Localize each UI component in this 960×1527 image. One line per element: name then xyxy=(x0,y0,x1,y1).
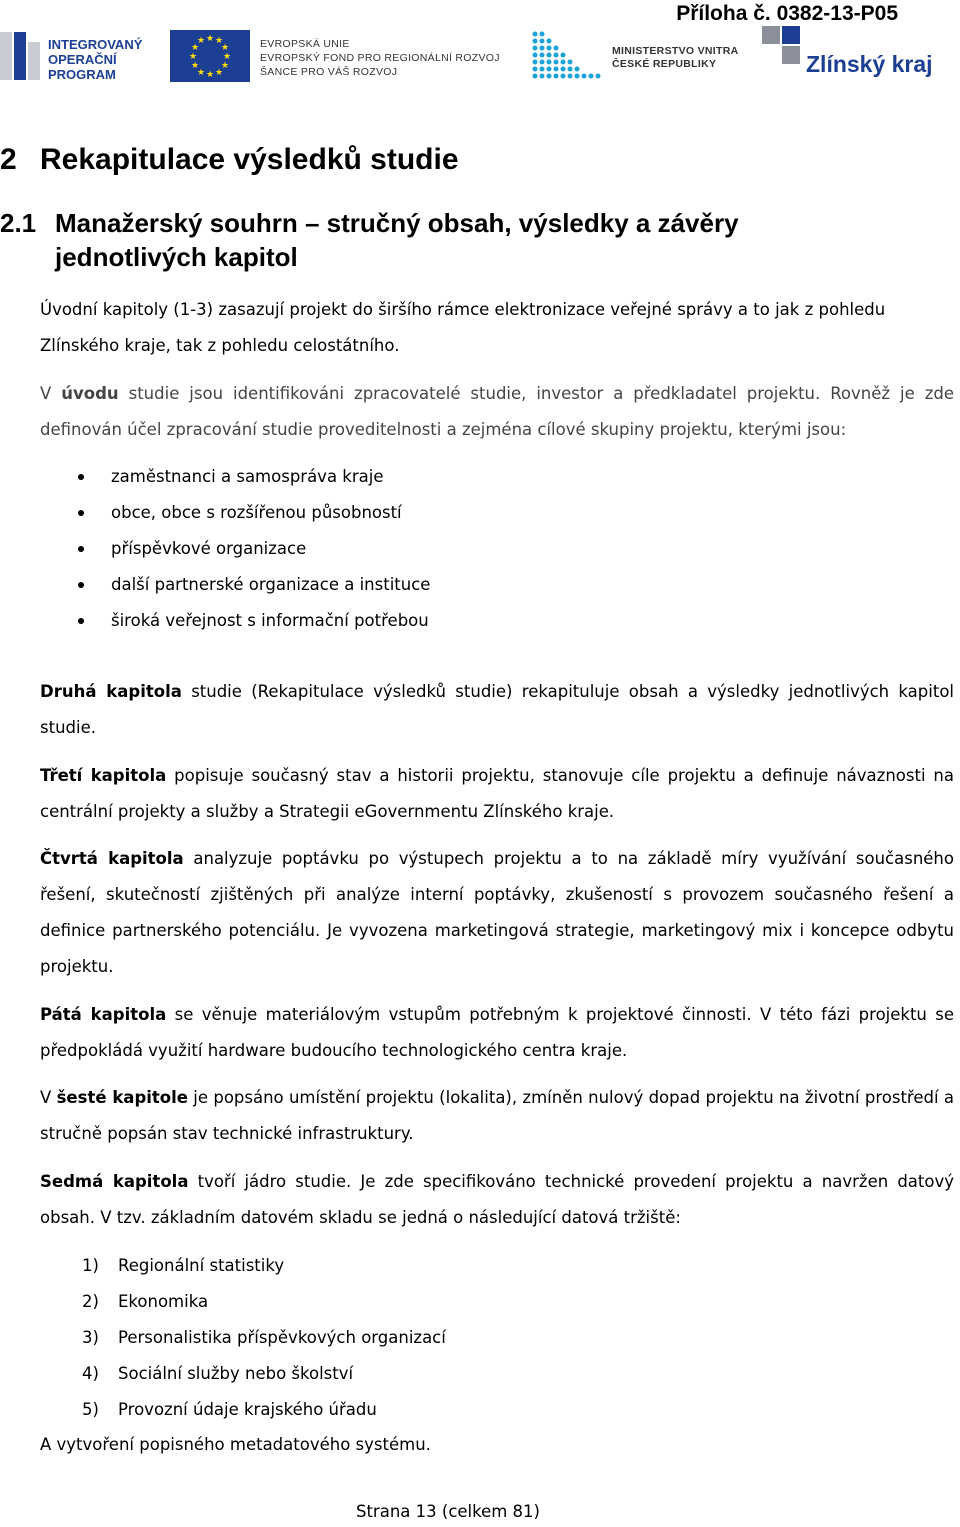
list-item: široká veřejnost s informační potřebou xyxy=(40,603,430,639)
list-item: 1) Regionální statistiky xyxy=(82,1256,285,1275)
iop-line-1: INTEGROVANÝ xyxy=(48,37,143,52)
mvcr-logo-icon xyxy=(533,32,601,79)
annex-label: Příloha č. 0382-13-P05 xyxy=(676,2,898,25)
eu-line-2: EVROPSKÝ FOND PRO REGIONÁLNÍ ROZVOJ xyxy=(260,52,500,64)
chapter-3-paragraph: Třetí kapitola popisuje současný stav a historii projektu, stanovuje cíle projektu a definuje návaznosti na centrální projekty a služby a Strategii eGovernmentu Zlínského kraje. xyxy=(40,766,954,821)
iop-line-3: PROGRAM xyxy=(48,67,116,82)
svg-text:★: ★ xyxy=(220,43,230,53)
closing-paragraph: A vytvoření popisného metadatového systému. xyxy=(40,1435,431,1454)
mvcr-line-2: ČESKÉ REPUBLIKY xyxy=(612,58,717,70)
list-item: 2) Ekonomika xyxy=(82,1292,209,1311)
uvod-paragraph: V úvodu studie jsou identifikováni zpracovatelé studie, investor a předkladatel projektu. Rovněž je zde definován účel zpracování studie proveditelnosti a zejména cílové skupiny projektu, kterými jsou: xyxy=(40,384,954,439)
list-item: 4) Sociální služby nebo školství xyxy=(82,1364,354,1383)
chapter-5-paragraph: Pátá kapitola se věnuje materiálovým vstupům potřebným k projektové činnosti. V této fázi projektu se předpokládá využití hardware budoucího technologického centra kraje. xyxy=(40,1005,954,1060)
zlin-logo-icon xyxy=(762,26,800,64)
header-logos xyxy=(0,22,960,84)
svg-text:★: ★ xyxy=(214,68,224,78)
data-markets-list xyxy=(82,1248,446,1428)
svg-text:★: ★ xyxy=(220,61,230,71)
chapter-6-paragraph: V šesté kapitole je popsáno umístění projektu (lokalita), zmíněn nulový dopad projektu na životní prostředí a stručně popsán stav technické infrastruktury. xyxy=(40,1088,954,1143)
chapter-2-paragraph: Druhá kapitola studie (Rekapitulace výsledků studie) rekapituluje obsah a výsledky jednotlivých kapitol studie. xyxy=(40,682,955,737)
svg-text:★: ★ xyxy=(222,52,232,62)
iop-line-2: OPERAČNÍ xyxy=(48,52,117,67)
svg-text:★: ★ xyxy=(188,52,198,62)
svg-text:★: ★ xyxy=(205,70,215,80)
iop-logo xyxy=(0,32,143,82)
page-footer: Strana 13 (celkem 81) xyxy=(355,1502,540,1521)
list-item: obce, obce s rozšířenou působností xyxy=(40,495,430,531)
heading-2: 2.1 Manažerský souhrn – stručný obsah, výsledky a závěry jednotlivých kapitol xyxy=(0,208,739,272)
svg-text:★: ★ xyxy=(214,36,224,46)
eu-line-3: ŠANCE PRO VÁŠ ROZVOJ xyxy=(260,66,398,78)
mvcr-line-1: MINISTERSTVO VNITRA xyxy=(612,45,739,57)
svg-text:★: ★ xyxy=(190,61,200,71)
list-item: další partnerské organizace a instituce xyxy=(40,567,430,603)
svg-text:★: ★ xyxy=(205,34,215,44)
heading-1: 2 Rekapitulace výsledků studie xyxy=(0,143,459,176)
chapter-4-paragraph: Čtvrtá kapitola analyzuje poptávku po výstupech projektu a to na základě míry využívání současného řešení, skutečností zjištěných při analýze interní poptávky, zkušeností s provozem současného řešení a definice partnerského potenciálu. Je vyvozena marketingová strategie, marketingový mix i koncepce odbytu projektu. xyxy=(40,849,954,976)
intro-paragraph: Úvodní kapitoly (1-3) zasazují projekt do širšího rámce elektronizace veřejné správy a to jak z pohledu Zlínského kraje, tak z pohledu celostátního. xyxy=(40,300,886,355)
list-item: příspěvkové organizace xyxy=(40,531,430,567)
list-item: zaměstnanci a samospráva kraje xyxy=(40,459,430,495)
list-item: 3) Personalistika příspěvkových organizací xyxy=(82,1328,446,1347)
uvod-bold: úvodu xyxy=(61,384,119,403)
eu-line-1: EVROPSKÁ UNIE xyxy=(260,38,350,50)
target-groups-list xyxy=(40,459,430,639)
svg-text:★: ★ xyxy=(196,36,206,46)
svg-text:★: ★ xyxy=(196,68,206,78)
zlin-title: Zlínský kraj xyxy=(806,51,933,77)
svg-text:★: ★ xyxy=(190,43,200,53)
eu-flag-icon xyxy=(170,30,250,82)
list-item: 5) Provozní údaje krajského úřadu xyxy=(82,1400,377,1419)
chapter-7-paragraph: Sedmá kapitola tvoří jádro studie. Je zde specifikováno technické provedení projektu a navržen datový obsah. V tzv. základním datovém skladu se jedná o následující datová tržiště: xyxy=(40,1172,954,1227)
